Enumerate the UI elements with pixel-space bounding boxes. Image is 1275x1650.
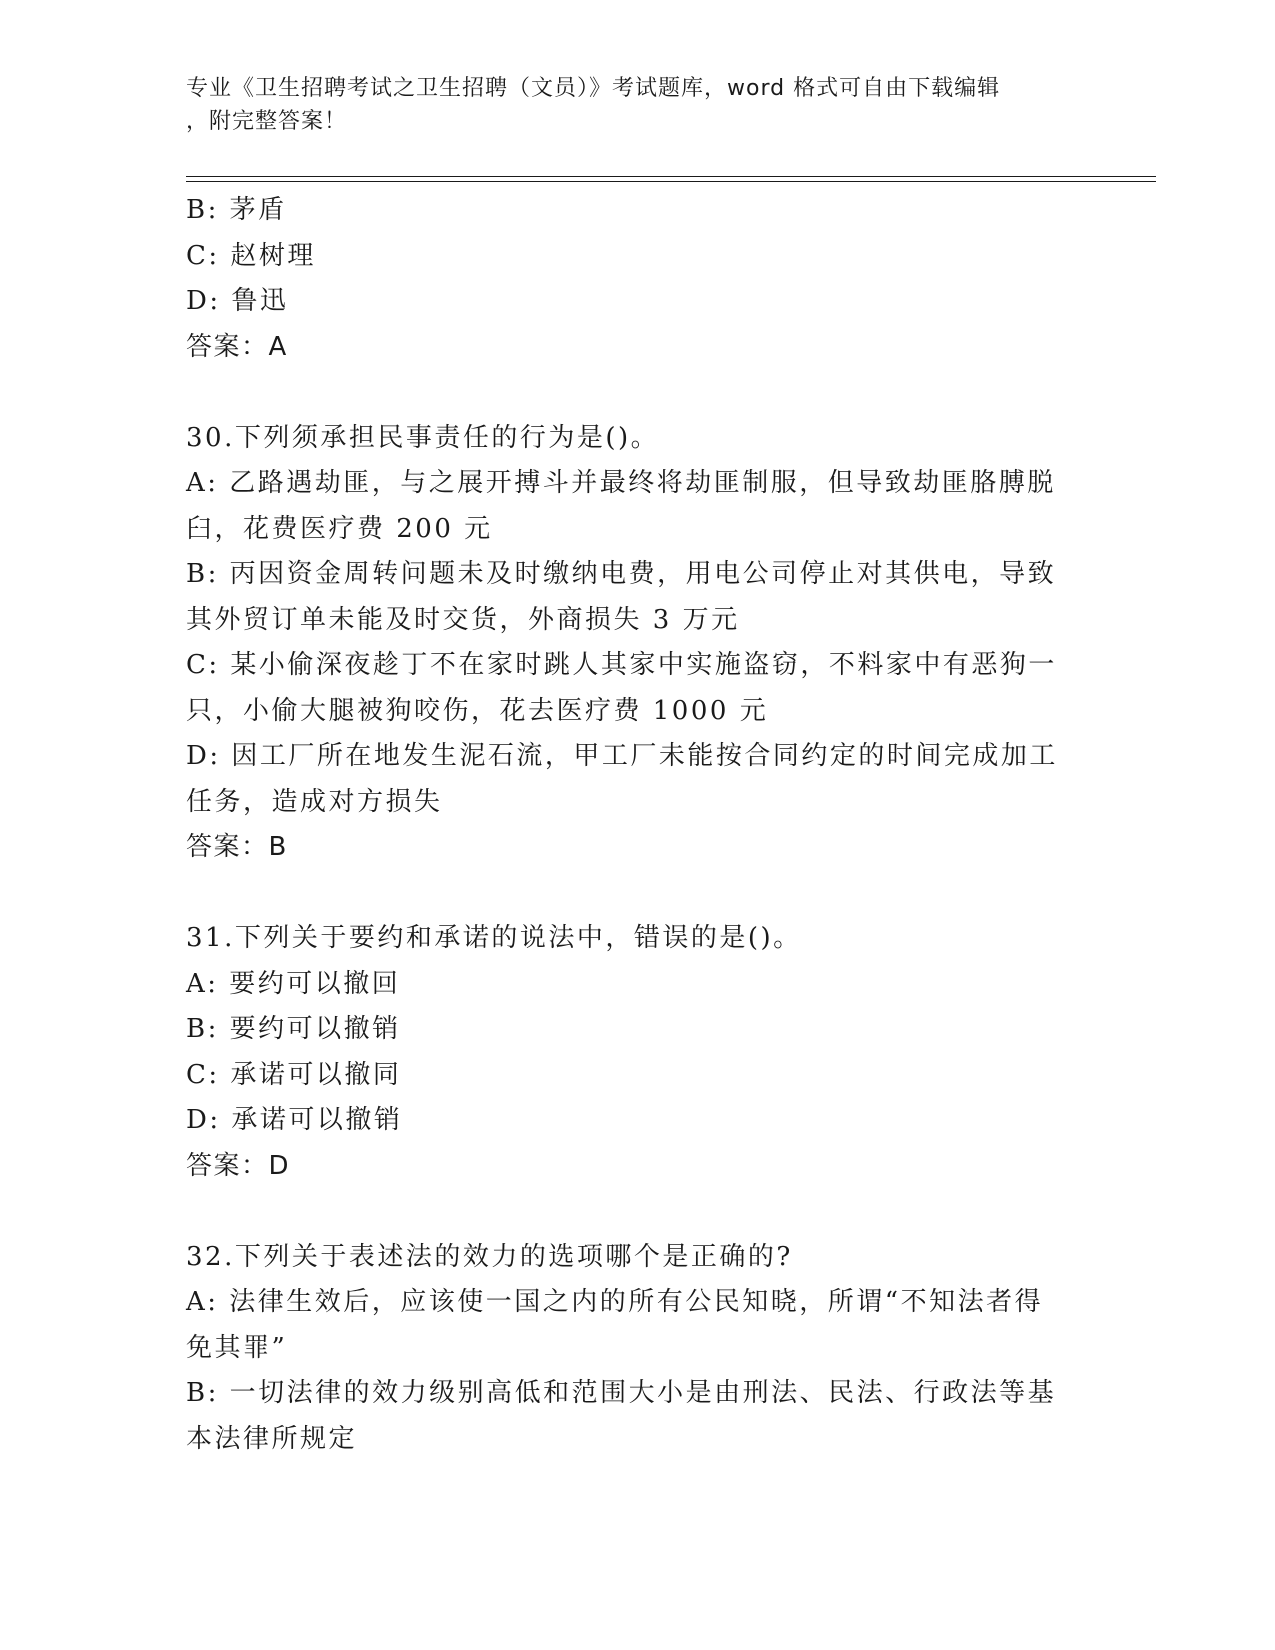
question-text: 30.下列须承担民事责任的行为是()。 (186, 422, 660, 453)
header-divider-bottom (186, 181, 1156, 182)
question-32 (186, 1235, 1086, 1463)
question-29-continuation (186, 188, 1086, 370)
option-c: C: 承诺可以撤同 (186, 1059, 402, 1090)
question-text: 32.下列关于表述法的效力的选项哪个是正确的? (186, 1241, 793, 1272)
option-d: D: 鲁迅 (186, 286, 289, 316)
answer-line: 答案：D (186, 1150, 291, 1181)
option-a-line-1: A: 乙路遇劫匪，与之展开搏斗并最终将劫匪制服，但导致劫匪胳膊脱 (186, 468, 1056, 498)
option-b-line-1: B: 一切法律的效力级别高低和范围大小是由刑法、民法、行政法等基 (186, 1378, 1057, 1408)
option-b-line-2: 其外贸订单未能及时交货，外商损失 3 万元 (186, 604, 740, 635)
option-a-line-2: 免其罪” (186, 1332, 288, 1363)
option-d-line-1: D: 因工厂所在地发生泥石流，甲工厂未能按合同约定的时间完成加工 (186, 741, 1058, 771)
answer-line: 答案：B (186, 832, 288, 862)
question-31 (186, 916, 1086, 1189)
option-b: B: 茅盾 (186, 195, 287, 225)
spacer (186, 370, 1086, 416)
option-a-line-2: 臼，花费医疗费 200 元 (186, 513, 493, 544)
question-text: 31.下列关于要约和承诺的说法中，错误的是()。 (186, 923, 802, 953)
header-line-1: 专业《卫生招聘考试之卫生招聘（文员）》考试题库，word 格式可自由下载编辑 (186, 76, 1001, 101)
option-b-line-2: 本法律所规定 (186, 1423, 358, 1454)
header-line-2: ，附完整答案！ (186, 109, 348, 134)
answer-line: 答案：A (186, 331, 288, 362)
spacer (186, 871, 1086, 917)
option-b-line-1: B: 丙因资金周转问题未及时缴纳电费，用电公司停止对其供电，导致 (186, 559, 1057, 589)
option-a: A: 要约可以撤回 (186, 968, 401, 999)
option-c: C: 赵树理 (186, 240, 316, 271)
document-header (186, 72, 1066, 138)
option-c-line-2: 只，小偷大腿被狗咬伤，花去医疗费 1000 元 (186, 695, 769, 726)
document-body (186, 188, 1086, 1462)
option-b: B: 要约可以撤销 (186, 1014, 401, 1044)
option-c-line-1: C: 某小偷深夜趁丁不在家时跳人其家中实施盗窃，不料家中有恶狗一 (186, 650, 1057, 680)
question-30 (186, 416, 1086, 871)
option-a-line-1: A: 法律生效后，应该使一国之内的所有公民知晓，所谓“不知法者得 (186, 1287, 1044, 1317)
option-d: D: 承诺可以撤销 (186, 1105, 403, 1135)
option-d-line-2: 任务，造成对方损失 (186, 786, 443, 817)
header-divider-top (186, 176, 1156, 177)
spacer (186, 1189, 1086, 1235)
